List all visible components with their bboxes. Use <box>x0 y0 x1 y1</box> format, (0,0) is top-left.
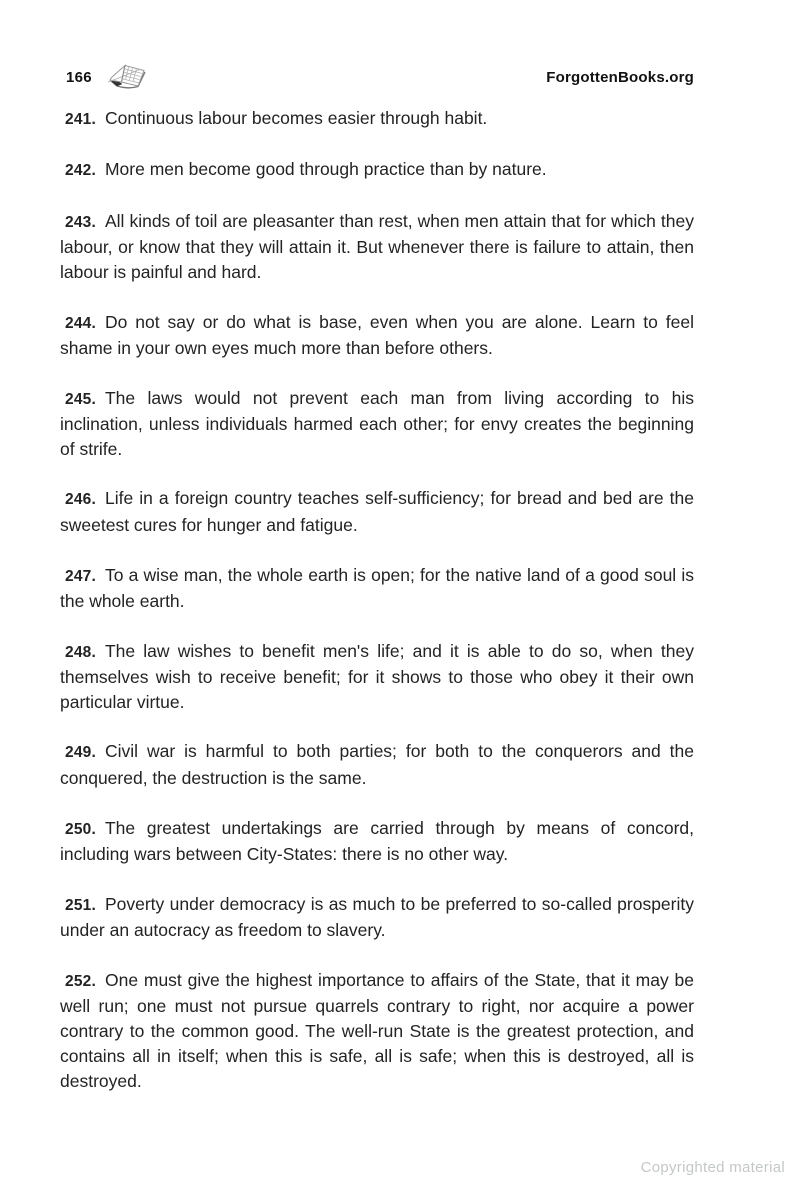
aphorism-paragraph <box>60 816 694 867</box>
aphorism-number: 244. <box>65 314 96 332</box>
aphorism-paragraph <box>60 739 694 790</box>
aphorism-number: 251. <box>65 896 96 914</box>
aphorism-number: 242. <box>65 162 96 180</box>
page-header <box>60 58 694 96</box>
aphorism-number: 248. <box>65 643 96 661</box>
aphorism-paragraph <box>60 639 694 715</box>
aphorism-number: 247. <box>65 567 96 585</box>
aphorism-paragraph <box>60 106 694 133</box>
aphorism-text: Do not say or do what is base, even when you are alone. Learn to feel shame in your own eyes much more than before others. <box>60 311 694 359</box>
aphorism-paragraph <box>60 892 694 943</box>
aphorism-text: To a wise man, the whole earth is open; for the native land of a good soul is the whole earth. <box>60 564 694 612</box>
open-book-icon <box>108 60 148 94</box>
aphorism-number: 252. <box>65 972 96 990</box>
aphorism-text: Civil war is harmful to both parties; for both to the conquerors and the conquered, the destruction is the same. <box>60 741 694 789</box>
aphorism-text: Life in a foreign country teaches self-sufficiency; for bread and bed are the sweetest cures for hunger and fatigue. <box>60 488 694 536</box>
aphorism-paragraph <box>60 563 694 614</box>
aphorism-number: 246. <box>65 491 96 509</box>
aphorism-text: Continuous labour becomes easier through habit. <box>104 108 488 128</box>
aphorism-text: All kinds of toil are pleasanter than rest, when men attain that for which they labour, or know that they will attain it. But whenever there is failure to attain, then labour is painful and hard. <box>60 210 694 283</box>
aphorism-paragraph <box>60 209 694 285</box>
aphorism-number: 250. <box>65 820 96 838</box>
aphorism-list <box>60 106 694 1118</box>
aphorism-number: 249. <box>65 744 96 762</box>
copyright-watermark: Copyrighted material <box>640 1159 785 1176</box>
aphorism-paragraph <box>60 968 694 1094</box>
aphorism-text: One must give the highest importance to affairs of the State, that it may be well run; one must not pursue quarrels contrary to right, nor acquire a power contrary to the common good. The well-run State is the greatest protection, and contains all in itself; when this is safe, all is safe; when this is destroyed, all is destroyed. <box>60 969 694 1091</box>
aphorism-text: The greatest undertakings are carried through by means of concord, including wars between City-States: there is no other way. <box>60 817 694 865</box>
site-name: ForgottenBooks.org <box>546 68 694 86</box>
aphorism-paragraph <box>60 486 694 537</box>
aphorism-number: 245. <box>65 390 96 408</box>
aphorism-text: The laws would not prevent each man from living according to his inclination, unless individuals harmed each other; for envy creates the beginning of strife. <box>60 387 694 460</box>
aphorism-number: 243. <box>65 213 96 231</box>
aphorism-text: More men become good through practice than by nature. <box>104 159 547 180</box>
page-number: 166 <box>66 68 92 86</box>
aphorism-text: The law wishes to benefit men's life; and it is able to do so, when they themselves wish to receive benefit; for it shows to those who obey it their own particular virtue. <box>60 640 694 713</box>
aphorism-paragraph <box>60 157 694 184</box>
aphorism-paragraph <box>60 310 694 361</box>
aphorism-text: Poverty under democracy is as much to be preferred to so-called prosperity under an autocracy as freedom to slavery. <box>60 893 694 941</box>
aphorism-paragraph <box>60 386 694 462</box>
aphorism-number: 241. <box>65 111 96 128</box>
